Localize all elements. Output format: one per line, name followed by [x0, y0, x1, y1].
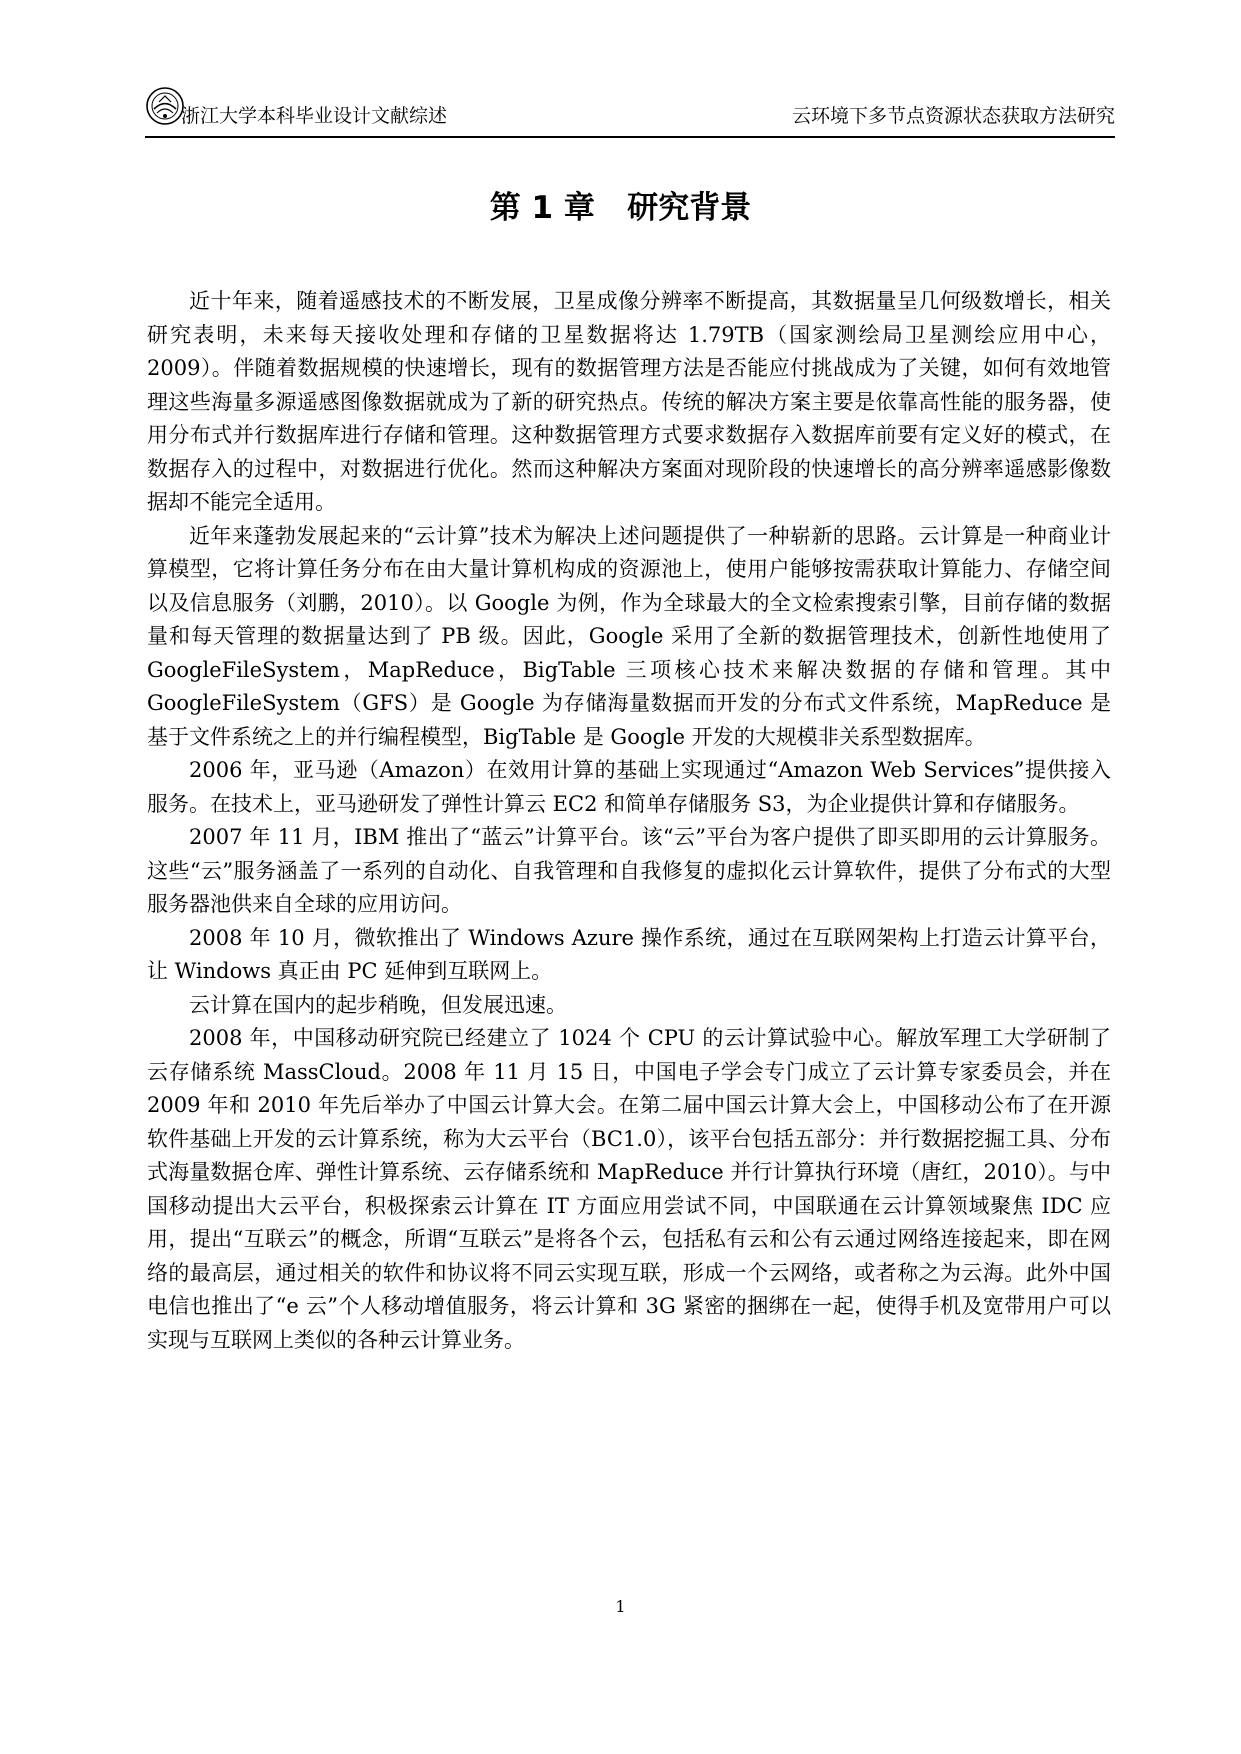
paragraph: 近年来蓬勃发展起来的“云计算”技术为解决上述问题提供了一种崭新的思路。云计算是一种商业计算模型，它将计算任务分布在由大量计算机构成的资源池上，使用户能够按需获取计算能力、存储空间以及信息服务（刘鹏，2010）。以 Google 为例，作为全球最大的全文检索搜索引擎，目前存储的数据量和每天管理的数据量达到了 PB 级。因此，Google 采用了全新的数据管理技术，创新性地使用了 GoogleFileSystem，MapReduce，BigTable 三项核心技术来解决数据的存储和管理。其中 GoogleFileSystem（GFS）是 Google 为存储海量数据而开发的分布式文件系统，MapReduce 是基于文件系统之上的并行编程模型，BigTable 是 Google 开发的大规模非关系型数据库。	[147, 523, 1111, 749]
header-thesis-title: 云环境下多节点资源状态获取方法研究	[791, 105, 1115, 127]
body-text	[147, 285, 1111, 1357]
page-header	[145, 80, 1115, 138]
paragraph: 近十年来，随着遥感技术的不断发展，卫星成像分辨率不断提高，其数据量呈几何级数增长，相关研究表明，未来每天接收处理和存储的卫星数据将达 1.79TB（国家测绘局卫星测绘应用中心，2009）。伴随着数据规模的快速增长，现有的数据管理方法是否能应付挑战成为了关键，如何有效地管理这些海量多源遥感图像数据就成为了新的研究热点。传统的解决方案主要是依靠高性能的服务器，使用分布式并行数据库进行存储和管理。这种数据管理方式要求数据存入数据库前要有定义好的模式，在数据存入的过程中，对数据进行优化。然而这种解决方案面对现阶段的快速增长的高分辨率遥感影像数据却不能完全适用。	[147, 289, 1111, 514]
header-document-type: 浙江大学本科毕业设计文献综述	[181, 105, 448, 127]
paragraph: 2007 年 11 月，IBM 推出了“蓝云”计算平台。该“云”平台为客户提供了即买即用的云计算服务。这些“云”服务涵盖了一系列的自动化、自我管理和自我修复的虚拟化云计算软件，提供了分布式的大型服务器池供来自全球的应用访问。	[147, 825, 1111, 916]
paragraph: 云计算在国内的起步稍晚，但发展迅速。	[189, 992, 567, 1017]
chapter-title: 第 1 章 研究背景	[489, 190, 752, 226]
paragraph: 2006 年，亚马逊（Amazon）在效用计算的基础上实现通过“Amazon Web Services”提供接入服务。在技术上，亚马逊研发了弹性计算云 EC2 和简单存储服务 S3，为企业提供计算和存储服务。	[147, 758, 1111, 816]
paragraph: 2008 年 10 月，微软推出了 Windows Azure 操作系统，通过在互联网架构上打造云计算平台，让 Windows 真正由 PC 延伸到互联网上。	[147, 925, 1111, 983]
paragraph: 2008 年，中国移动研究院已经建立了 1024 个 CPU 的云计算试验中心。解放军理工大学研制了云存储系统 MassCloud。2008 年 11 月 15 日，中国电子学会专门成立了云计算专家委员会，并在 2009 年和 2010 年先后举办了中国云计算大会。在第二届中国云计算大会上，中国移动公布了在开源软件基础上开发的云计算系统，称为大云平台（BC1.0），该平台包括五部分：并行数据挖掘工具、分布式海量数据仓库、弹性计算系统、云存储系统和 MapReduce 并行计算执行环境（唐红，2010）。与中国移动提出大云平台，积极探索云计算在 IT 方面应用尝试不同，中国联通在云计算领域聚焦 IDC 应用，提出“互联云”的概念，所谓“互联云”是将各个云，包括私有云和公有云通过网络连接起来，即在网络的最高层，通过相关的软件和协议将不同云实现互联，形成一个云网络，或者称之为云海。此外中国电信也推出了“e 云”个人移动增值服务，将云计算和 3G 紧密的捆绑在一起，使得手机及宽带用户可以实现与互联网上类似的各种云计算业务。	[147, 1026, 1111, 1352]
university-logo-icon	[145, 86, 185, 126]
page-number: 1	[615, 1597, 626, 1616]
